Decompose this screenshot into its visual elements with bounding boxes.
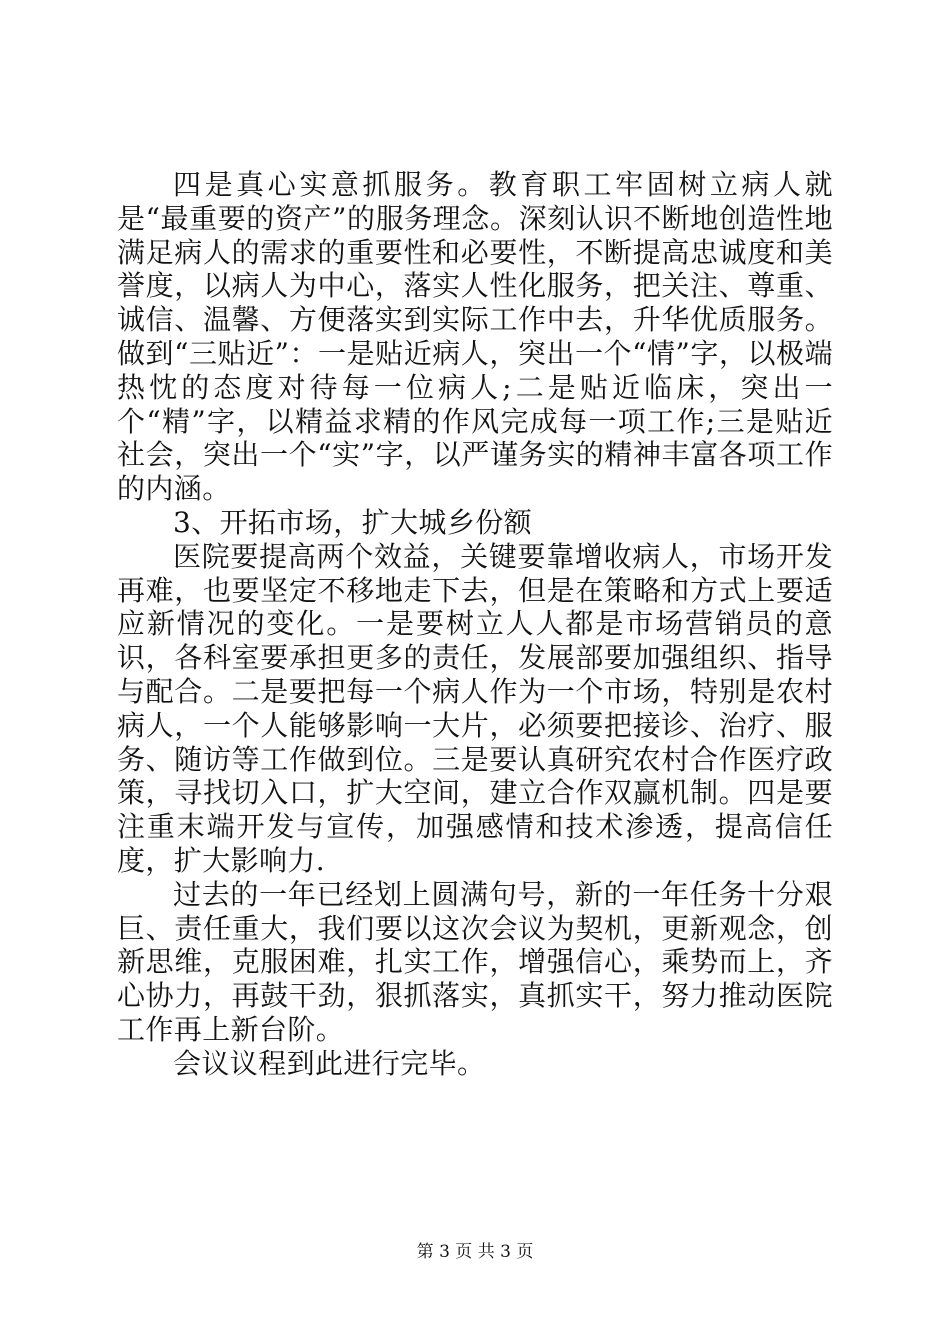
page-number-footer: 第 3 页 共 3 页 xyxy=(416,1242,534,1262)
paragraph-market: 医院要提高两个效益，关键要靠增收病人，市场开发再难，也要坚定不移地走下去，但是在策略和方式上要适应新情况的变化。一是要树立人人都是市场营销员的意识，各科室要承担更多的责任，发展部要加强组织、指导与配合。二是要把每一个病人作为一个市场，特别是农村病人，一个人能够影响一大片，必须要把接诊、治疗、服务、随访等工作做到位。三是要认真研究农村合作医疗政策，寻找切入口，扩大空间，建立合作双赢机制。四是要注重末端开发与宣传，加强感情和技术渗透，提高信任度，扩大影响力. xyxy=(117,539,833,877)
section-heading-market: 3、开拓市场，扩大城乡份额 xyxy=(173,505,533,539)
paragraph-closing: 过去的一年已经划上圆满句号，新的一年任务十分艰巨、责任重大，我们要以这次会议为契机，更新观念，创新思维，克服困难，扎实工作，增强信心，乘势而上，齐心协力，再鼓干劲，狠抓落实，真抓实干，努力推动医院工作再上新台阶。 xyxy=(117,877,833,1046)
document-body xyxy=(117,168,833,1081)
paragraph-adjourn: 会议议程到此进行完毕。 xyxy=(173,1046,486,1080)
paragraph-service: 四是真心实意抓服务。教育职工牢固树立病人就是“最重要的资产”的服务理念。深刻认识不断地创造性地满足病人的需求的重要性和必要性，不断提高忠诚度和美誉度，以病人为中心，落实人性化服务，把关注、尊重、诚信、温馨、方便落实到实际工作中去，升华优质服务。做到“三贴近”：一是贴近病人，突出一个“情”字，以极端热忱的态度对待每一位病人;二是贴近临床，突出一个“精”字，以精益求精的作风完成每一项工作;三是贴近社会，突出一个“实”字，以严谨务实的精神丰富各项工作的内涵。 xyxy=(117,168,833,506)
